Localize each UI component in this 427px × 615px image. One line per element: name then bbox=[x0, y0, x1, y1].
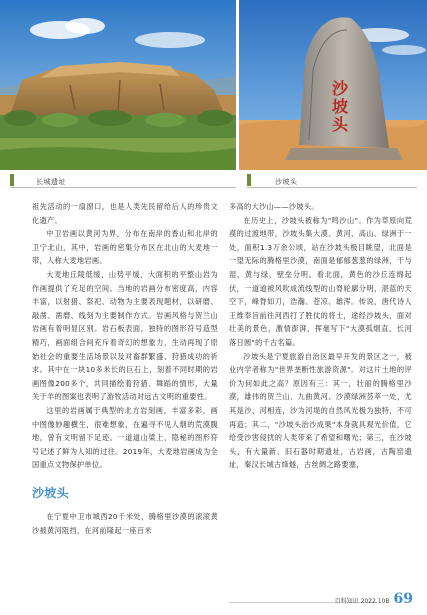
caption-great-wall: 长城遗址 bbox=[36, 178, 66, 186]
paragraph: 祖先活动的一扇窗口，也是人类先民留给后人的珍贵文化遗产。 bbox=[32, 202, 218, 225]
shapotou-stone-photo bbox=[239, 0, 427, 170]
paragraph: 沙坡头是宁夏旅游自治区最早开发的景区之一，被业内学者称为"世界垄断性旅游资源"。对这片土地的评价为何如此之高？原因有三：其一，壮丽的腾格里沙漠，雄伟的贺兰山、九曲黄河、沙漠绿洲荟萃一处，尤其是沙、河相连，沙为河堤的自然风光极为独特，不可再造；其二，"沙坡头治沙成果"本身就具观光价值，它给受沙害侵扰的人类带来了希望和曙光；第三，在沙坡头，有大量新、旧石器时期遗址，古岩画，古陶窑遗址，秦汉长城古烽燧，古丝绸之路要塞， bbox=[229, 351, 412, 470]
caption-right-block bbox=[247, 170, 417, 190]
paragraph: 在历史上，沙坡头被称为"鸣沙山"。作为草原向荒漠的过渡地带，沙坡头集大漠、黄河、高山、绿洲于一处，面积1.3万余公顷，站在沙坡头极目眺望，北面是一望无际的腾格里沙漠，南面是郁郁葱葱的绿洲，干与湿，黄与绿，壁垒分明。看北面，黄色的沙丘连绵起伏，一道道被风吹成流线型的山脊轮廓分明，湛蓝的天空下，峰脊如刀，浩瀚、苍凉、雄浑。传说，唐代诗人王维奉旨前往河西打了胜仗的将士，途经沙坡头，面对壮美的景色，激情澎湃，挥毫写下"大漠孤烟直，长河落日圆"的千古名篇。 bbox=[229, 215, 412, 347]
caption-shapotou: 沙坡头 bbox=[275, 178, 298, 186]
caption-divider bbox=[247, 187, 417, 188]
caption-divider bbox=[10, 187, 236, 188]
journal-name: 百科知识 2022.10B bbox=[334, 598, 390, 605]
page-number: 69 bbox=[393, 591, 413, 607]
left-text-column bbox=[32, 200, 218, 538]
caption-left-block bbox=[10, 170, 236, 190]
page-footer bbox=[335, 591, 413, 607]
paragraph: 这里的岩画属于典型的北方岩刻画，丰富多彩，画中图像妙趣横生，很难想象，在遍寻不见人烟的荒漠腹地，曾有文明留下足迹。一道道山梁上，隐秘的图形符号记述了鲜为人知的过往。2019年，大麦地岩画成为全国重点文物保护单位。 bbox=[32, 405, 218, 470]
caption-marker bbox=[10, 174, 14, 186]
paragraph: 多高的大沙山——沙坡头。 bbox=[229, 202, 319, 211]
great-wall-ruins-photo bbox=[0, 0, 236, 170]
section-heading: 沙坡头 bbox=[32, 485, 69, 500]
stone-inscription: 沙坡头 bbox=[329, 80, 349, 134]
paragraph: 在宁夏中卫市城西20千米处，腾格里沙漠的滚滚黄沙被黄河阻挡，在河前隆起一座百米 bbox=[32, 512, 218, 536]
paragraph: 中卫岩画以黄河为界，分布在南岸的香山和北岸的卫宁北山，其中，岩画的密集分布区在北山的大麦地一带，人称大麦地岩画。 bbox=[32, 229, 218, 266]
right-text-column bbox=[229, 200, 412, 472]
paragraph: 大麦地丘陵低缓，山势平缓，大面积的平整山岩为作画提供了充足的空间。当地的岩画分布密度高，内容丰富，以射猎、祭祀、动物为主要表现题材，以研磨、敲凿、凿磨、线刻为主要制作方式。岩画风格与贺兰山岩画有着明显区别。岩石板表面，独特的图形符号造型精巧，画面组合间充斥着奇幻的想象力，生动再现了原始社会的重要生活场景以及对畜群繁盛、狩猎成功的祈求。其中在一块10多米长的巨石上，刻着不同时期的岩画图像200多个，共同描绘着狩猎、舞蹈的情形，大量关于羊的图案也表明了游牧活动对远古文明的重要性。 bbox=[32, 269, 218, 402]
caption-marker bbox=[247, 174, 251, 186]
